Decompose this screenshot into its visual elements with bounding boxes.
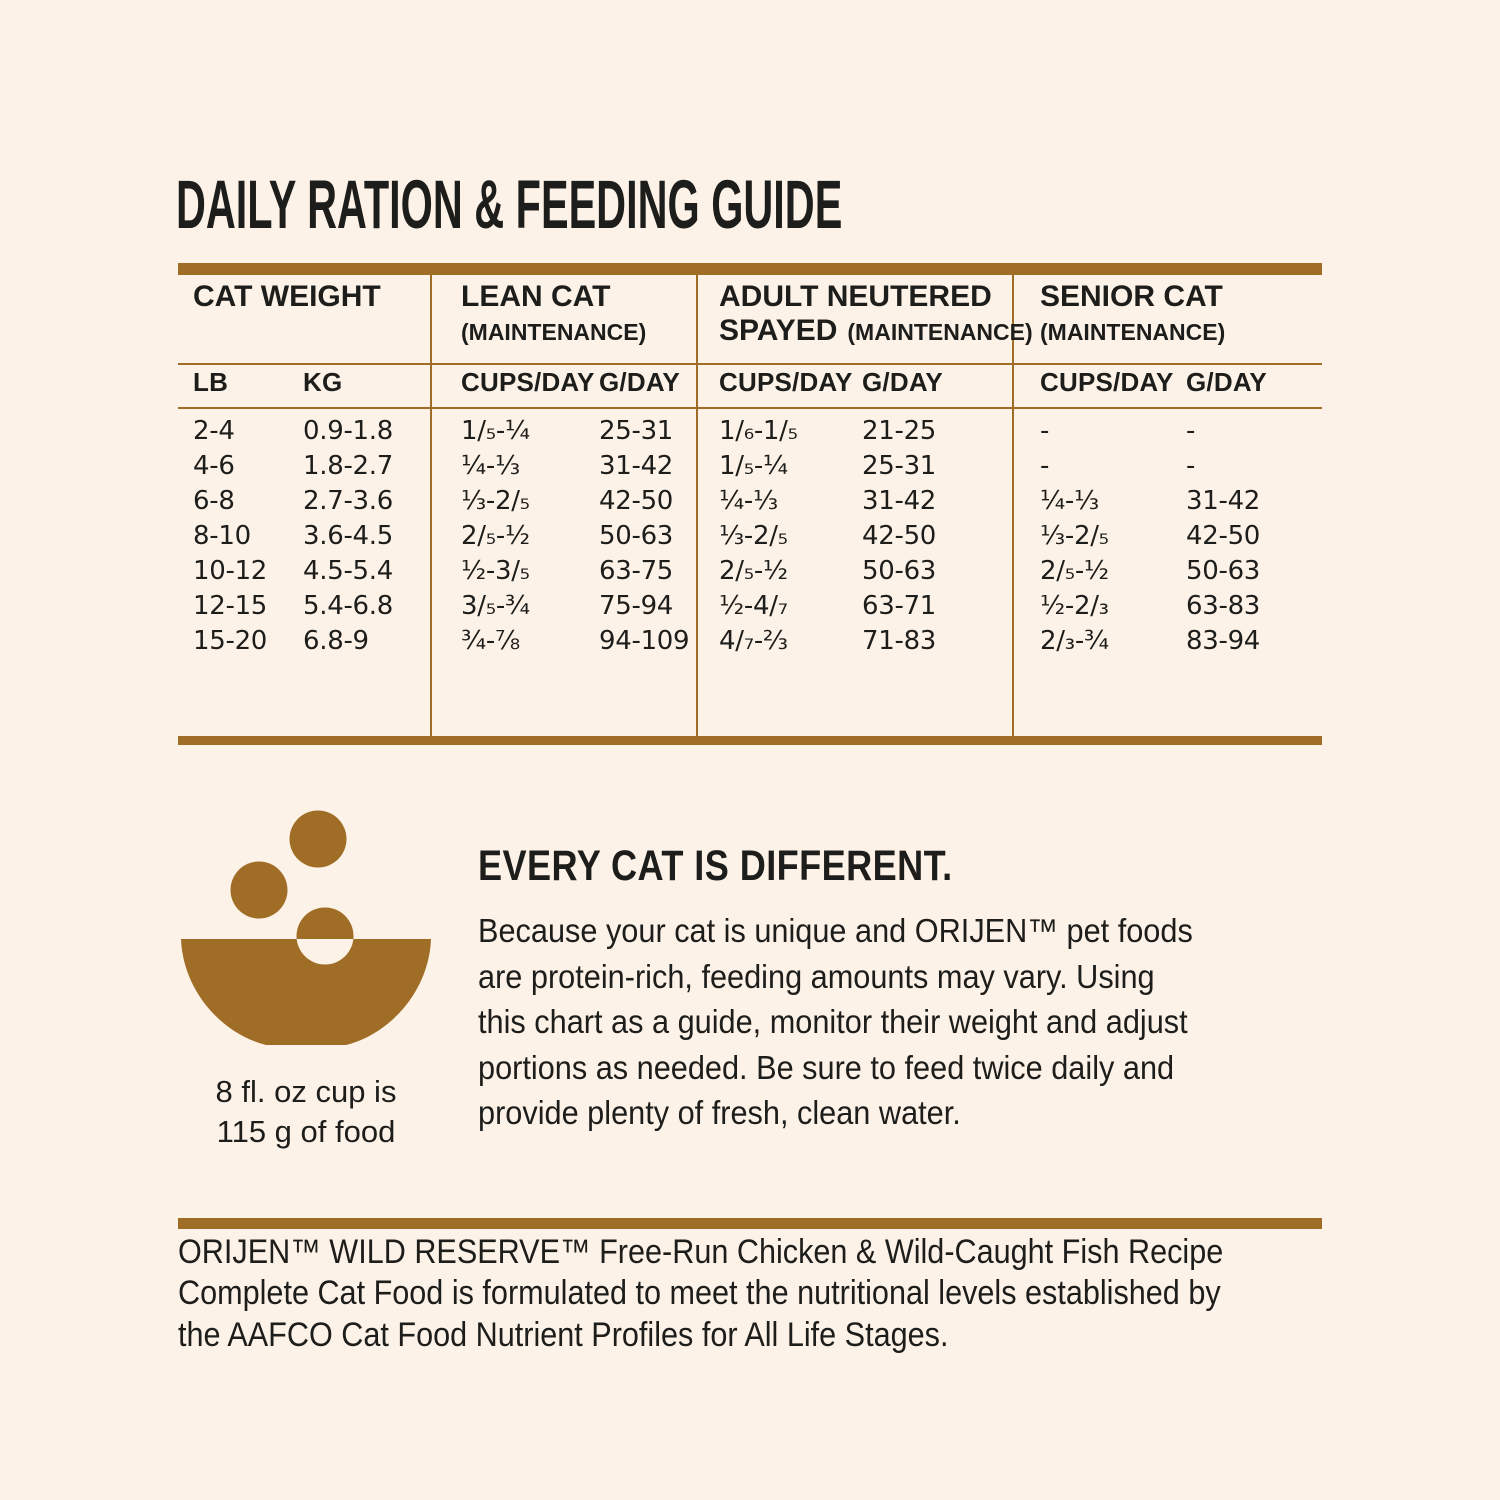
cell-grams: 75-94	[599, 591, 674, 621]
cell-grams: 25-31	[599, 416, 674, 446]
cell-kg: 2.7-3.6	[303, 486, 393, 516]
cell-grams: 50-63	[862, 556, 937, 586]
cell-lb: 10-12	[193, 556, 268, 586]
cell-cups: 2/₅-½	[1040, 556, 1109, 586]
table-bottom-bar	[178, 736, 1322, 745]
subheader-cups-day: CUPS/DAY	[461, 367, 595, 397]
cell-cups: 2/₃-¾	[1040, 626, 1109, 656]
cup-measure-note	[178, 1072, 434, 1152]
table-row	[178, 449, 1322, 484]
cell-cups: 1/₅-¼	[461, 416, 530, 446]
cell-cups: ¾-⅞	[461, 626, 520, 656]
column-group-header-cat-weight: CAT WEIGHT	[193, 280, 381, 313]
cell-kg: 6.8-9	[303, 626, 369, 656]
cell-cups: -	[1040, 451, 1050, 481]
cell-lb: 15-20	[193, 626, 268, 656]
cell-kg: 5.4-6.8	[303, 591, 393, 621]
cell-cups: 2/₅-½	[461, 521, 530, 551]
cell-cups: ¼-⅓	[461, 451, 520, 481]
cell-cups: ⅓-2/₅	[719, 521, 788, 551]
cell-grams: 21-25	[862, 416, 937, 446]
feeding-advice-text	[478, 908, 1247, 1136]
cell-grams: 31-42	[862, 486, 937, 516]
advice-line: portions as needed. Be sure to feed twice daily and	[478, 1048, 1175, 1086]
cell-cups: ½-3/₅	[461, 556, 530, 586]
table-row	[178, 554, 1322, 589]
subheader-lb: LB	[193, 367, 229, 397]
cup-note-line1: 8 fl. oz cup is	[215, 1074, 397, 1109]
cell-kg: 3.6-4.5	[303, 521, 393, 551]
feeding-table	[178, 263, 1322, 745]
cell-grams: 83-94	[1186, 626, 1261, 656]
cell-grams: 71-83	[862, 626, 937, 656]
cell-cups: ⅓-2/₅	[461, 486, 530, 516]
cell-cups: 3/₅-¾	[461, 591, 530, 621]
cell-lb: 12-15	[193, 591, 268, 621]
cell-grams: -	[1186, 451, 1196, 481]
cell-grams: 94-109	[599, 626, 690, 656]
cell-cups: -	[1040, 416, 1050, 446]
cell-cups: ¼-⅓	[1040, 486, 1099, 516]
row-divider	[178, 363, 1322, 365]
column-group-header-senior-cat: SENIOR CAT (MAINTENANCE)	[1040, 280, 1226, 345]
subheader-cups-day: CUPS/DAY	[719, 367, 853, 397]
kibble-bowl-icon	[178, 808, 434, 1050]
table-row	[178, 414, 1322, 449]
page-title: DAILY RATION & FEEDING GUIDE	[176, 166, 843, 243]
cell-cups: ¼-⅓	[719, 486, 778, 516]
cell-grams: 42-50	[862, 521, 937, 551]
advice-line: are protein-rich, feeding amounts may vary. Using	[478, 957, 1155, 995]
table-row	[178, 624, 1322, 659]
table-row	[178, 484, 1322, 519]
column-group-header-lean-cat: LEAN CAT (MAINTENANCE)	[461, 280, 647, 345]
cell-cups: 4/₇-⅔	[719, 626, 788, 656]
subheader-kg: KG	[303, 367, 343, 397]
table-top-bar	[178, 263, 1322, 275]
cell-cups: ½-2/₃	[1040, 591, 1109, 621]
cell-lb: 8-10	[193, 521, 251, 551]
cell-lb: 4-6	[193, 451, 235, 481]
cell-kg: 4.5-5.4	[303, 556, 393, 586]
table-row	[178, 519, 1322, 554]
column-group-header-adult-neutered-spayed: ADULT NEUTERED SPAYED (MAINTENANCE)	[719, 280, 1033, 347]
advice-line: this chart as a guide, monitor their weight and adjust	[478, 1003, 1188, 1040]
cell-grams: 42-50	[599, 486, 674, 516]
aafco-line: ORIJEN™ WILD RESERVE™ Free-Run Chicken & Wild-Caught Fish Recipe	[178, 1233, 1224, 1271]
cell-kg: 1.8-2.7	[303, 451, 393, 481]
cell-grams: 42-50	[1186, 521, 1261, 551]
subheader-g-day: G/DAY	[599, 367, 680, 397]
cell-cups: 1/₆-1/₅	[719, 416, 798, 446]
advice-line: Because your cat is unique and ORIJEN™ pet foods	[478, 912, 1193, 949]
subheader-g-day: G/DAY	[862, 367, 943, 397]
cell-grams: 50-63	[599, 521, 674, 551]
divider-bar	[178, 1218, 1322, 1229]
aafco-line: the AAFCO Cat Food Nutrient Profiles for All Life Stages.	[178, 1315, 949, 1354]
cell-grams: -	[1186, 416, 1196, 446]
table-row	[178, 589, 1322, 624]
cell-kg: 0.9-1.8	[303, 416, 393, 446]
row-divider	[178, 407, 1322, 409]
cell-grams: 63-75	[599, 556, 674, 586]
aafco-line: Complete Cat Food is formulated to meet the nutritional levels established by	[178, 1274, 1221, 1313]
cell-cups: 1/₅-¼	[719, 451, 788, 481]
cell-cups: 2/₅-½	[719, 556, 788, 586]
cell-grams: 63-71	[862, 591, 937, 621]
cell-lb: 6-8	[193, 486, 235, 516]
cell-grams: 31-42	[599, 451, 674, 481]
cell-grams: 50-63	[1186, 556, 1261, 586]
cell-grams: 31-42	[1186, 486, 1261, 516]
cell-lb: 2-4	[193, 416, 235, 446]
advice-line: provide plenty of fresh, clean water.	[478, 1094, 961, 1131]
cell-grams: 63-83	[1186, 591, 1261, 621]
cell-cups: ⅓-2/₅	[1040, 521, 1109, 551]
cell-grams: 25-31	[862, 451, 937, 481]
subheader-g-day: G/DAY	[1186, 367, 1267, 397]
subheader-cups-day: CUPS/DAY	[1040, 367, 1174, 397]
cup-note-line2: 115 g of food	[216, 1114, 396, 1149]
aafco-statement	[178, 1232, 1339, 1356]
every-cat-heading: EVERY CAT IS DIFFERENT.	[478, 842, 953, 890]
cell-cups: ½-4/₇	[719, 591, 788, 621]
